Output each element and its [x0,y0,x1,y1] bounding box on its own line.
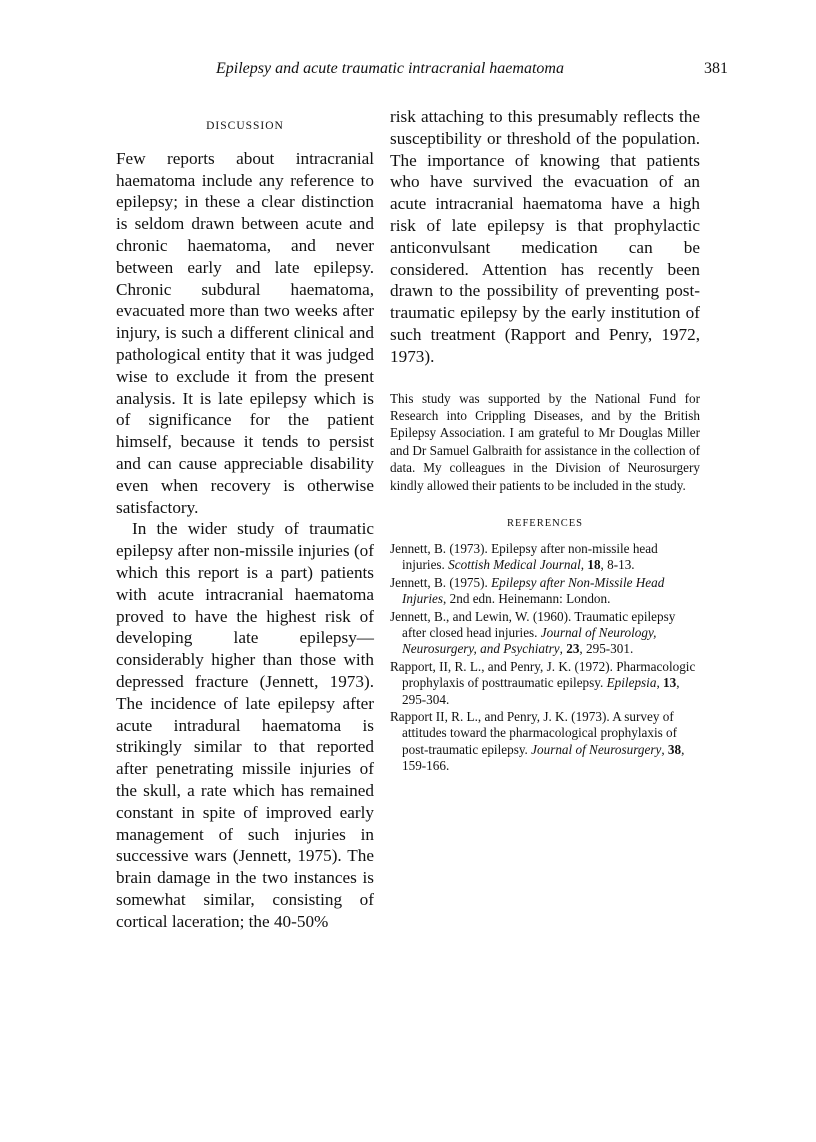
discussion-paragraph-1: Few reports about intracranial haematoma include any reference to epilepsy; in these a clear distinction is seldom drawn between acute and chronic haematoma, and never between early and late epilepsy. Chronic subdural haematoma, evacuated more than two weeks after injury, is such a different clinical and pathological entity that it was judged wise to exclude it from the present analysis. It is late epilepsy which is of significance for the patient himself, because it tends to persist and can cause appreciable disability even when recovery is otherwise satisfactory. [116,148,374,517]
reference-item: Jennett, B. (1973). Epilepsy after non-missile head injuries. Scottish Medical Journal, 18, 8-13. [390,541,658,573]
discussion-paragraph-2: In the wider study of traumatic epilepsy after non-missile injuries (of which this report is a part) patients with acute intracranial haematoma proved to have the highest risk of developing late epilepsy—considerably higher than those with depressed fracture (Jennett, 1973). The incidence of late epilepsy after acute intradural haematoma is strikingly similar to that reported after penetrating missile injuries of the skull, a rate which has remained constant in spite of improved early management of such injuries in successive wars (Jennett, 1975). The brain damage in the two instances is somewhat similar, consisting of cortical laceration; the 40-50% [116,519,374,931]
reference-list [390,541,700,775]
reference-item: Jennett, B., and Lewin, W. (1960). Traumatic epilepsy after closed head injuries. Journal of Neurology, Neurosurgery, and Psychiatry, 23, 295-301. [390,608,676,657]
page-number: 381 [704,60,728,77]
running-title: Epilepsy and acute traumatic intracranial haematoma [216,60,564,77]
left-column [116,116,374,932]
references-heading: REFERENCES [507,518,583,529]
reference-item: Rapport, II, R. L., and Penry, J. K. (1972). Pharmacologic prophylaxis of posttraumatic epilepsy. Epilepsia, 13, 295-304. [390,658,696,707]
reference-item: Rapport II, R. L., and Penry, J. K. (1973). A survey of attitudes toward the pharmacological prophylaxis of post-traumatic epilepsy. Journal of Neurosurgery, 38, 159-166. [390,709,685,774]
right-column [390,106,700,776]
discussion-heading: DISCUSSION [206,120,284,132]
reference-item: Jennett, B. (1975). Epilepsy after Non-Missile Head Injuries, 2nd edn. Heinemann: London. [390,574,665,607]
discussion-paragraph-2-continued: risk attaching to this presumably reflects the susceptibility or threshold of the population. The importance of knowing that patients who have survived the evacuation of an acute intracranial haematoma have a high risk of late epilepsy is that prophylactic anticonvulsant medication can be considered. Attention has recently been drawn to the possibility of preventing post-traumatic epilepsy by the early institution of such treatment (Rapport and Penry, 1972, 1973). [390,107,700,366]
acknowledgement: This study was supported by the National Fund for Research into Crippling Diseases, and by the British Epilepsy Association. I am grateful to Mr Douglas Miller and Dr Samuel Galbraith for assistance in the collection of data. My colleagues in the Division of Neurosurgery kindly allowed their patients to be included in the study. [390,390,700,493]
